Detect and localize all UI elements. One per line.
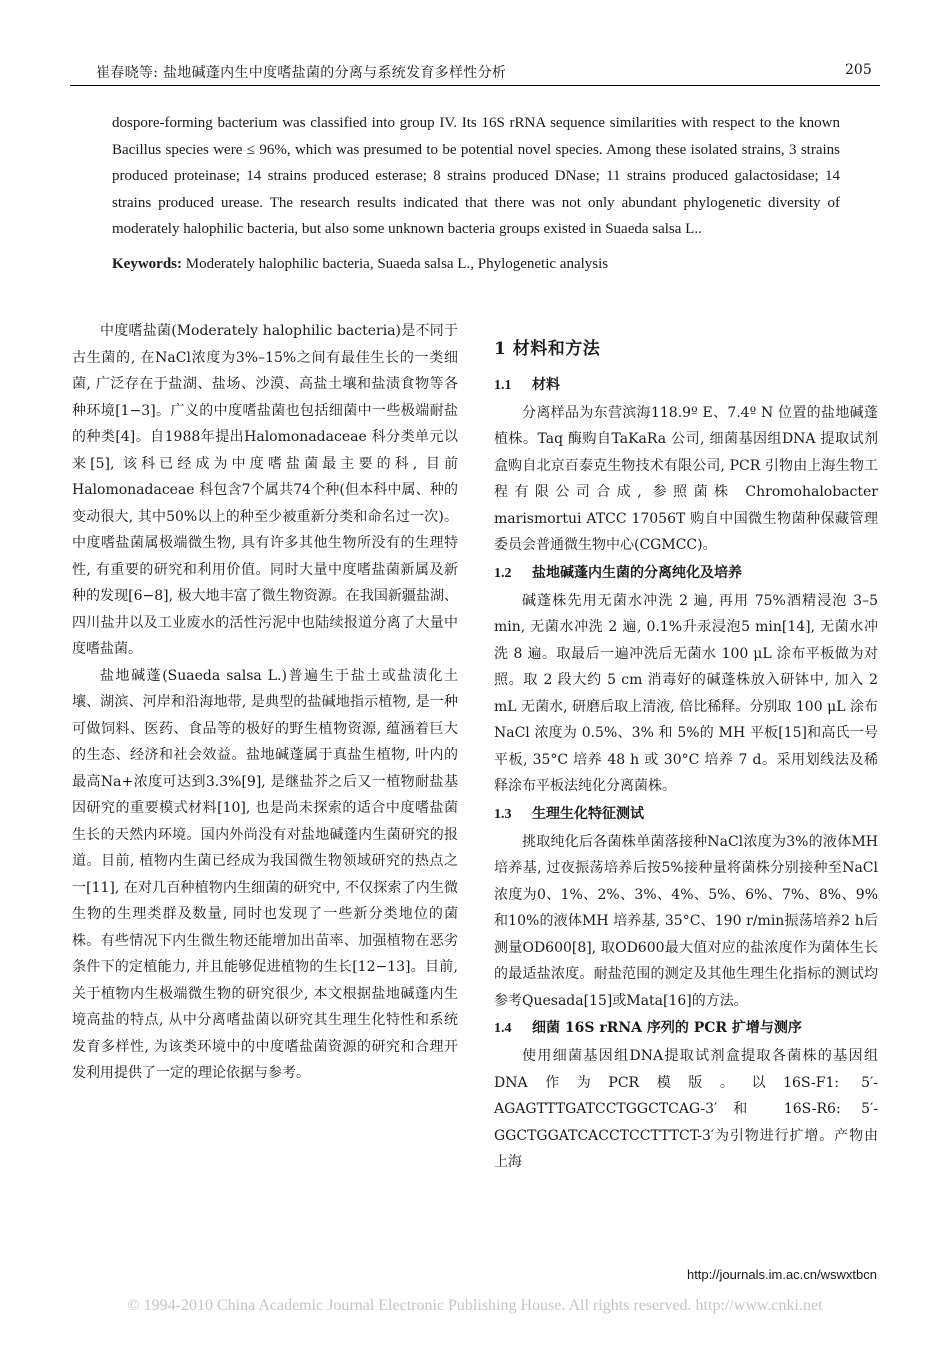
subsection-number: 1.1 — [494, 377, 512, 393]
subsection-text: 使用细菌基因组DNA提取试剂盒提取各菌株的基因组DNA作为PCR模版。以16S-F1: 5′-AGAGTTTGATCCTGGCTCAG-3′和 16S-R6: 5′-GGCTGGATCACCTCCTTTCT-3′为引物进行扩增。产物由上海 — [494, 1048, 878, 1170]
subsection-text: 分离样品为东营滨海118.9º E、7.4º N 位置的盐地碱蓬植株。Taq 酶购自TaKaRa 公司, 细菌基因组DNA 提取试剂盒购自北京百泰克生物技术有限公司, PCR 引物由上海生物工程有限公司合成, 参照菌株 Chromohalobacter marismortui ATCC 17056T 购自中国微生物菌种保藏管理委员会普通微生物中心(CGMCC)。 — [494, 404, 878, 553]
subsection-heading — [494, 559, 878, 588]
keywords-text: Moderately halophilic bacteria, Suaeda salsa L., Phylogenetic analysis — [185, 255, 609, 272]
subsection-title: 盐地碱蓬内生菌的分离纯化及培养 — [532, 564, 742, 581]
keywords — [112, 251, 840, 278]
subsection-heading — [494, 1014, 878, 1043]
subsection-text: 碱蓬株先用无菌水冲洗 2 遍, 再用 75%酒精浸泡 3–5 min, 无菌水冲洗 2 遍, 0.1%升汞浸泡5 min[14], 无菌水冲洗 8 遍。取最后一遍冲洗后无菌水 100 μL 涂布平板做为对照。取 2 段大约 5 cm 消毒好的碱蓬株放入研钵中, 加入 2 mL 无菌水, 研磨后取上清液, 倍比稀释。分别取 100 μL 涂布 NaCl 浓度为 0.5%、3% 和 5%的 MH 平板[15]和高氏一号平板, 35°C 培养 48 h 或 30°C 培养 7 d。采用划线法及稀释涂布平板法纯化分离菌株。 — [494, 592, 878, 794]
abstract-text: dospore-forming bacterium was classified into group IV. Its 16S rRNA sequence similarities with respect to the known Bacillus species were ≤ 96%, which was presumed to be potential novel species. Among these isolated strains, 3 strains produced proteinase; 14 strains produced esterase; 8 strains produced DNase; 11 strains produced galactosidase; 14 strains produced urease. The research results indicated that there was not only abundant phylogenetic diversity of moderately halophilic bacteria, but also some unknown bacteria groups existed in Suaeda salsa L.. — [112, 115, 840, 237]
subsection-number: 1.4 — [494, 1021, 512, 1036]
header-rule — [70, 85, 880, 86]
subsection-number: 1.3 — [494, 806, 512, 822]
left-column — [72, 318, 458, 1087]
subsection-title: 材料 — [532, 376, 560, 393]
intro-paragraph-1: 中度嗜盐菌(Moderately halophilic bacteria)是不同于古生菌的, 在NaCl浓度为3%–15%之间有最佳生长的一类细菌, 广泛存在于盐湖、盐场、沙漠、高盐土壤和盐渍食物等各种环境[1−3]。广义的中度嗜盐菌也包括细菌中一些极端耐盐的种类[4]。自1988年提出Halomonadaceae 科分类单元以来[5], 该科已经成为中度嗜盐菌最主要的科, 目前Halomonadaceae 科包含7个属共74个种(但本科中属、种的变动很大, 其中50%以上的种至少被重新分类和命名过一次)。中度嗜盐菌属极端微生物, 具有许多其他生物所没有的生理特性, 有重要的研究和利用价值。同时大量中度嗜盐菌新属及新种的发现[6−8], 极大地丰富了微生物资源。在我国新疆盐湖、四川盐井以及工业废水的活性污泥中也陆续报道分离了大量中度嗜盐菌。 — [72, 323, 458, 657]
right-column — [494, 336, 878, 1176]
running-title: 崔春晓等: 盐地碱蓬内生中度嗜盐菌的分离与系统发育多样性分析 — [96, 65, 507, 81]
section-heading-materials-methods: 1 材料和方法 — [494, 339, 601, 359]
cnki-watermark: © 1994-2010 China Academic Journal Electronic Publishing House. All rights reserved. http://www.cnki.net — [127, 1297, 823, 1314]
intro-paragraph-2: 盐地碱蓬(Suaeda salsa L.)普遍生于盐土或盐渍化土壤、湖滨、河岸和沿海地带, 是典型的盐碱地指示植物, 是一种可做饲料、医药、食品等的极好的野生植物资源, 蕴涵着巨大的生态、经济和社会效益。盐地碱蓬属于真盐生植物, 叶内的最高Na+浓度可达到3.3%[9], 是继盐芥之后又一植物耐盐基因研究的重要模式材料[10], 也是尚未探索的适合中度嗜盐菌生长的天然内环境。国内外尚没有对盐地碱蓬内生菌研究的报道。目前, 植物内生菌已经成为我国微生物领域研究的热点之一[11], 在对几百种植物内生细菌的研究中, 不仅探索了内生微生物的生理类群及数量, 同时也发现了一些新分类地位的菌株。有些情况下内生微生物还能增加出苗率、加强植物在恶劣条件下的定植能力, 并且能够促进植物的生长[12−13]。目前, 关于植物内生极端微生物的研究很少, 本文根据盐地碱蓬内生境高盐的特点, 从中分离嗜盐菌以研究其生理生化特性和系统发育多样性, 为该类环境中的中度嗜盐菌资源的研究和合理开发利用提供了一定的理论依据与参考。 — [72, 667, 458, 1081]
subsection-title: 细菌 16S rRNA 序列的 PCR 扩增与测序 — [532, 1020, 802, 1036]
subsection-number: 1.2 — [494, 565, 512, 581]
abstract — [112, 110, 840, 277]
page-number: 205 — [845, 62, 872, 78]
journal-url-link[interactable]: http://journals.im.ac.cn/wswxtbcn — [686, 1267, 877, 1282]
subsection-heading — [494, 800, 878, 829]
subsection-heading — [494, 371, 878, 400]
subsection-text: 挑取纯化后各菌株单菌落接种NaCl浓度为3%的液体MH 培养基, 过夜振荡培养后按5%接种量将菌株分别接种至NaCl 浓度为0、1%、2%、3%、4%、5%、6%、7%、8%、9% 和10%的液体MH 培养基, 35°C、190 r/min振荡培养2 h后测量OD600[8], 取OD600最大值对应的盐浓度作为菌体生长的最适盐浓度。耐盐范围的测定及其他生理生化指标的测试均参考Quesada[15]或Mata[16]的方法。 — [494, 833, 878, 1009]
subsection-title: 生理生化特征测试 — [532, 805, 644, 822]
keywords-label: Keywords: — [112, 255, 182, 272]
